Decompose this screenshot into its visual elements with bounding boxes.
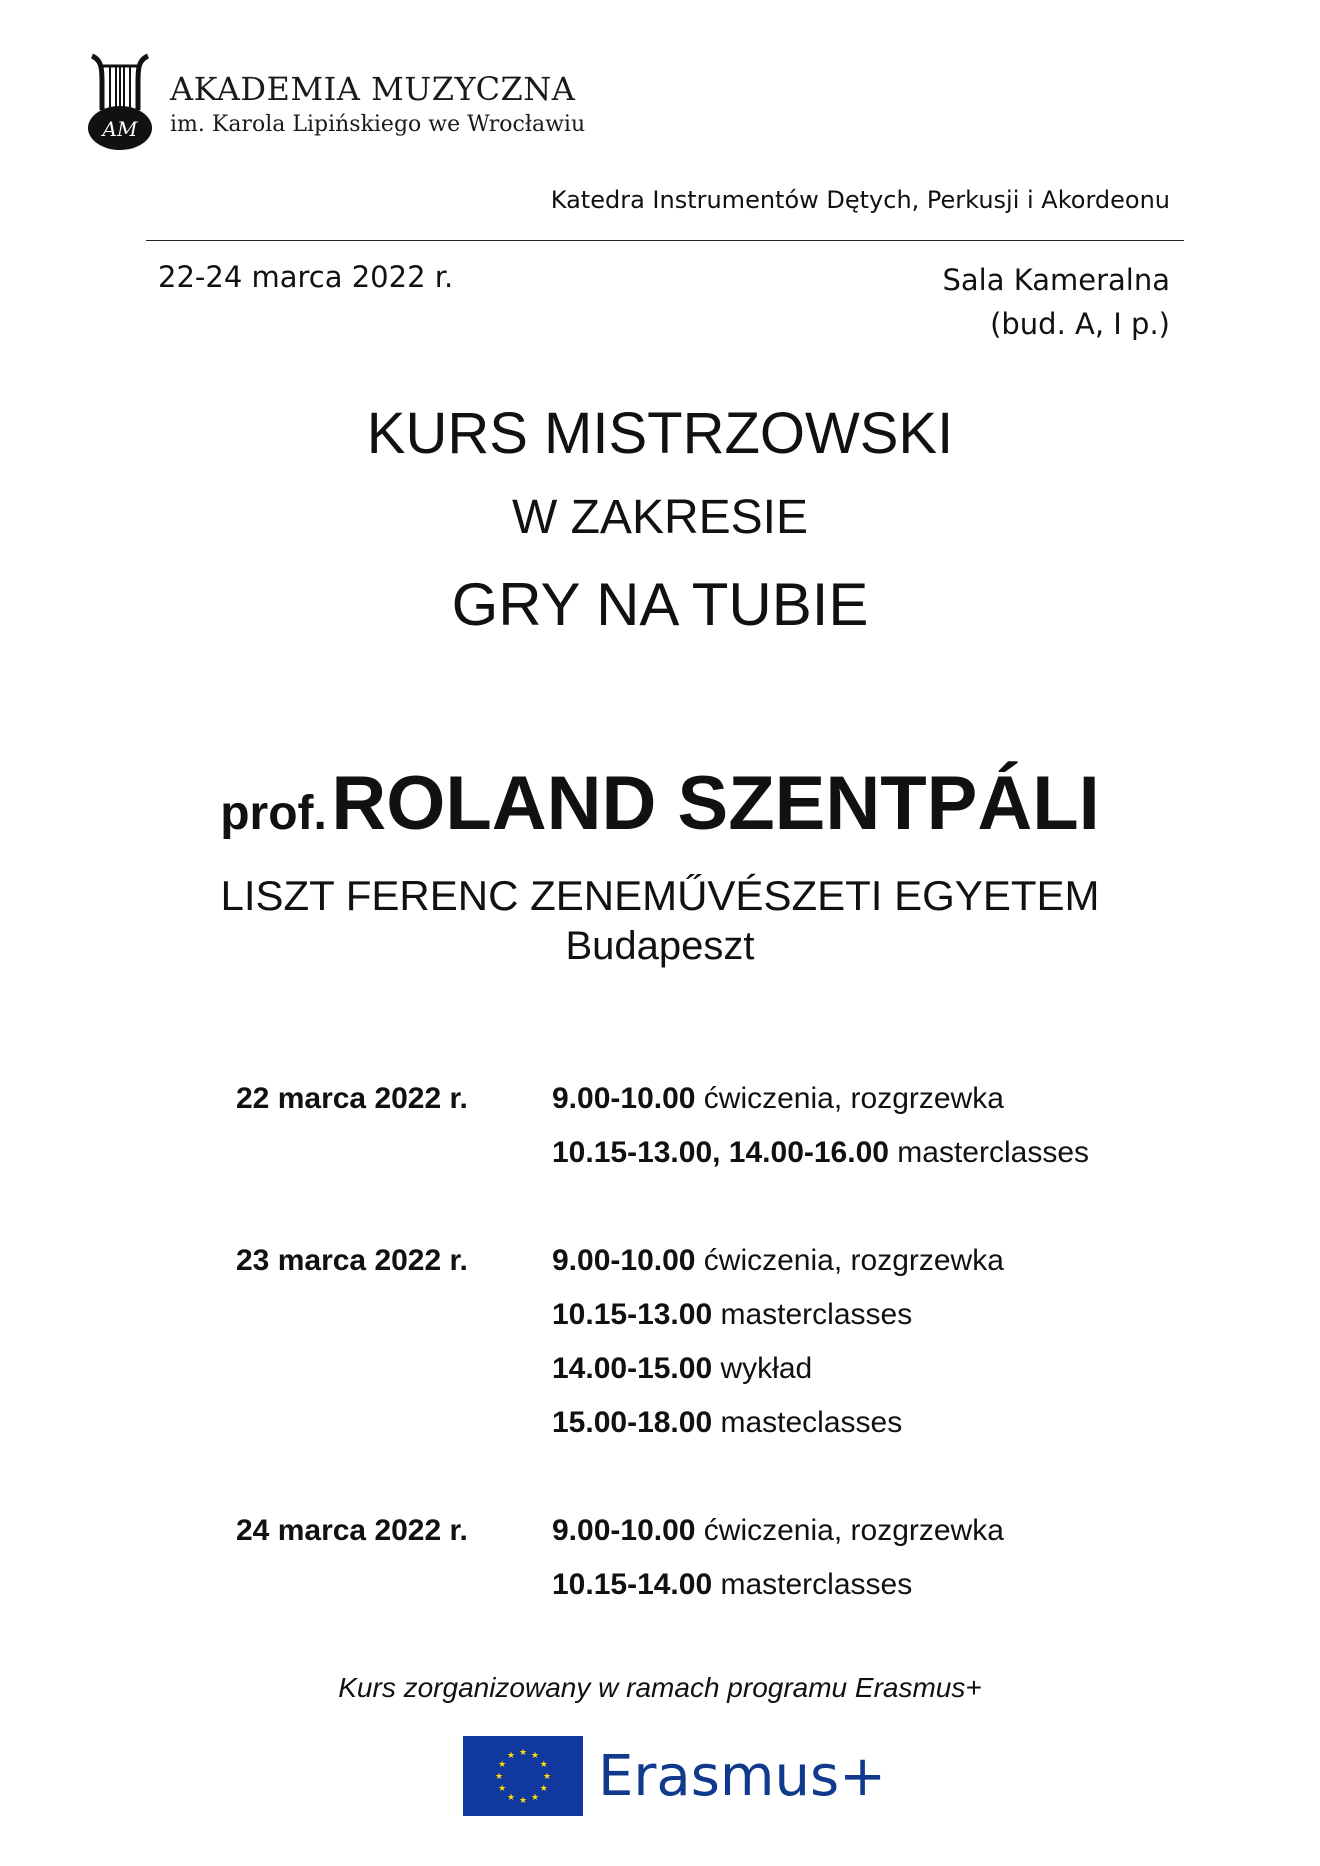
date-range: 22-24 marca 2022 r. bbox=[158, 260, 454, 294]
eu-star-icon: ★ bbox=[530, 1791, 540, 1802]
eu-star-icon: ★ bbox=[506, 1750, 516, 1761]
schedule-item bbox=[552, 1082, 1004, 1116]
schedule-activity: wykład bbox=[720, 1352, 813, 1385]
teacher-university: LISZT FERENC ZENEMŰVÉSZETI EGYETEM bbox=[220, 872, 1100, 919]
schedule-activity: masterclasses bbox=[720, 1568, 913, 1601]
schedule-item bbox=[552, 1298, 912, 1332]
eu-star-icon: ★ bbox=[539, 1783, 548, 1793]
schedule-time: 10.15-14.00 bbox=[552, 1568, 713, 1601]
eu-stars-icon bbox=[463, 1736, 583, 1816]
eu-star-icon: ★ bbox=[542, 1771, 552, 1781]
schedule-time: 9.00-10.00 bbox=[552, 1082, 696, 1115]
schedule-activity: masterclasses bbox=[897, 1136, 1090, 1169]
schedule-day-1-date: 22 marca 2022 r. bbox=[236, 1082, 468, 1115]
eu-star-icon: ★ bbox=[518, 1747, 528, 1757]
schedule-item bbox=[552, 1514, 1004, 1548]
eu-flag-icon bbox=[463, 1736, 583, 1816]
teacher-name: ROLAND SZENTPÁLI bbox=[331, 761, 1100, 846]
schedule-time: 15.00-18.00 bbox=[552, 1406, 713, 1439]
erasmus-logo-text: Erasmus+ bbox=[598, 1744, 887, 1809]
teacher-heading bbox=[0, 760, 1320, 847]
eu-star-icon: ★ bbox=[498, 1759, 507, 1769]
department-name: Katedra Instrumentów Dętych, Perkusji i Akordeonu bbox=[550, 186, 1170, 214]
schedule-activity: masteclasses bbox=[720, 1406, 903, 1439]
schedule-time: 9.00-10.00 bbox=[552, 1244, 696, 1277]
eu-star-icon: ★ bbox=[530, 1750, 540, 1761]
schedule-activity: ćwiczenia, rozgrzewka bbox=[703, 1082, 1004, 1115]
course-title-scope: W ZAKRESIE bbox=[511, 491, 809, 544]
schedule-item bbox=[552, 1244, 1004, 1278]
schedule-time: 9.00-10.00 bbox=[552, 1514, 696, 1547]
schedule-activity: ćwiczenia, rozgrzewka bbox=[703, 1514, 1004, 1547]
schedule-time: 14.00-15.00 bbox=[552, 1352, 713, 1385]
teacher-prefix: prof. bbox=[220, 787, 327, 840]
schedule-time: 10.15-13.00, 14.00-16.00 bbox=[552, 1136, 889, 1169]
venue-line-1: Sala Kameralna bbox=[942, 263, 1170, 297]
venue bbox=[943, 258, 1171, 346]
schedule-activity: ćwiczenia, rozgrzewka bbox=[703, 1244, 1004, 1277]
institution-name: AKADEMIA MUZYCZNA bbox=[170, 70, 576, 108]
schedule-activity: masterclasses bbox=[720, 1298, 913, 1331]
schedule-item bbox=[552, 1568, 912, 1602]
logo-letters: AM bbox=[102, 117, 138, 141]
eu-star-icon: ★ bbox=[498, 1783, 507, 1793]
header-divider bbox=[146, 240, 1184, 241]
schedule-day-3-date: 24 marca 2022 r. bbox=[236, 1514, 468, 1547]
course-title-instrument: GRY NA TUBIE bbox=[451, 571, 869, 638]
erasmus-note: Kurs zorganizowany w ramach programu Erasmus+ bbox=[338, 1672, 982, 1703]
schedule-item bbox=[552, 1406, 902, 1440]
course-title: KURS MISTRZOWSKI bbox=[366, 401, 954, 466]
venue-line-2: (bud. A, I p.) bbox=[990, 307, 1170, 341]
eu-star-icon: ★ bbox=[539, 1759, 548, 1769]
academy-lyre-logo-icon bbox=[80, 52, 160, 152]
schedule-time: 10.15-13.00 bbox=[552, 1298, 713, 1331]
eu-star-icon: ★ bbox=[506, 1791, 516, 1802]
institution-subtitle: im. Karola Lipińskiego we Wrocławiu bbox=[170, 112, 586, 137]
schedule-day-2-date: 23 marca 2022 r. bbox=[236, 1244, 468, 1277]
eu-star-icon: ★ bbox=[494, 1771, 504, 1781]
schedule-item bbox=[552, 1136, 1089, 1170]
schedule-item bbox=[552, 1352, 812, 1386]
eu-star-icon: ★ bbox=[518, 1795, 528, 1805]
teacher-city: Budapeszt bbox=[565, 924, 755, 968]
